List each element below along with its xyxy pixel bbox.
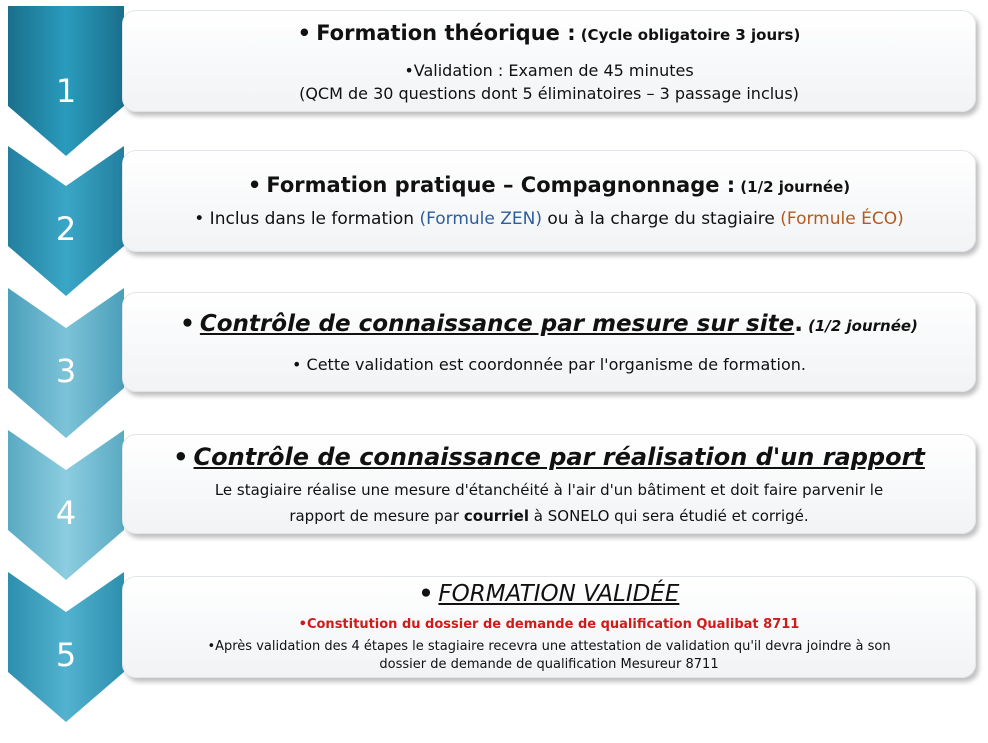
- step-number: 5: [55, 636, 77, 674]
- step-line-3: dossier de demande de qualification Mesureur 8711: [379, 657, 719, 672]
- step-box: [122, 434, 976, 534]
- line-text: ou à la charge du stagiaire: [542, 209, 781, 229]
- line-text: à SONELO qui sera étudié et corrigé.: [529, 507, 809, 525]
- bullet: •: [247, 173, 262, 197]
- step-line-2: •Après validation des 4 étapes le stagiaire recevra une attestation de validation qu'il devra joindre à son: [207, 639, 891, 654]
- step-3: [0, 288, 988, 438]
- step-box: [122, 150, 976, 252]
- step-line-1: [123, 209, 975, 229]
- bullet: •: [418, 581, 434, 607]
- step-number: 2: [55, 210, 77, 248]
- step-line-2: [123, 507, 975, 525]
- bullet: •: [180, 311, 195, 337]
- bullet: •: [173, 443, 189, 471]
- step-title: Contrôle de connaissance par réalisation d'un rapport: [193, 443, 925, 471]
- step-number: 3: [55, 352, 77, 390]
- step-2: [0, 146, 988, 296]
- step-1: [0, 6, 988, 156]
- step-box: [122, 10, 976, 112]
- title-suffix: :: [559, 21, 576, 45]
- step-line-1: • Cette validation est coordonnée par l'organisme de formation.: [292, 355, 806, 374]
- step-5: [0, 572, 988, 722]
- step-number: 1: [55, 72, 77, 110]
- step-line-2: (QCM de 30 questions dont 5 éliminatoires – 3 passage inclus): [299, 84, 799, 103]
- title-note: (Cycle obligatoire 3 jours): [580, 26, 801, 44]
- line-text: rapport de mesure par: [289, 507, 464, 525]
- step-box: [122, 576, 976, 678]
- step-line-1: •Validation : Examen de 45 minutes: [404, 61, 694, 80]
- title-note: (1/2 journée): [808, 317, 918, 335]
- step-title: Formation pratique – Compagnonnage: [266, 173, 720, 197]
- title-note: (1/2 journée): [740, 178, 851, 196]
- line-text: • Inclus dans le formation: [194, 209, 420, 229]
- bullet: •: [297, 21, 312, 45]
- step-line-1: •Constitution du dossier de demande de qualification Qualibat 8711: [298, 617, 800, 632]
- step-box: [122, 292, 976, 392]
- step-line-1: Le stagiaire réalise une mesure d'étanchéité à l'air d'un bâtiment et doit faire parvenir le: [214, 481, 884, 499]
- step-title: Contrôle de connaissance par mesure sur site: [199, 311, 795, 337]
- title-suffix: :: [719, 173, 736, 197]
- formule-zen: (Formule ZEN): [419, 209, 542, 229]
- courriel-text: courriel: [463, 507, 530, 525]
- step-title: FORMATION VALIDÉE: [438, 581, 680, 607]
- title-suffix: .: [794, 311, 803, 337]
- step-number: 4: [55, 494, 77, 532]
- step-title: Formation théorique: [316, 21, 560, 45]
- formule-eco: (Formule ÉCO): [780, 209, 904, 229]
- step-4: [0, 430, 988, 580]
